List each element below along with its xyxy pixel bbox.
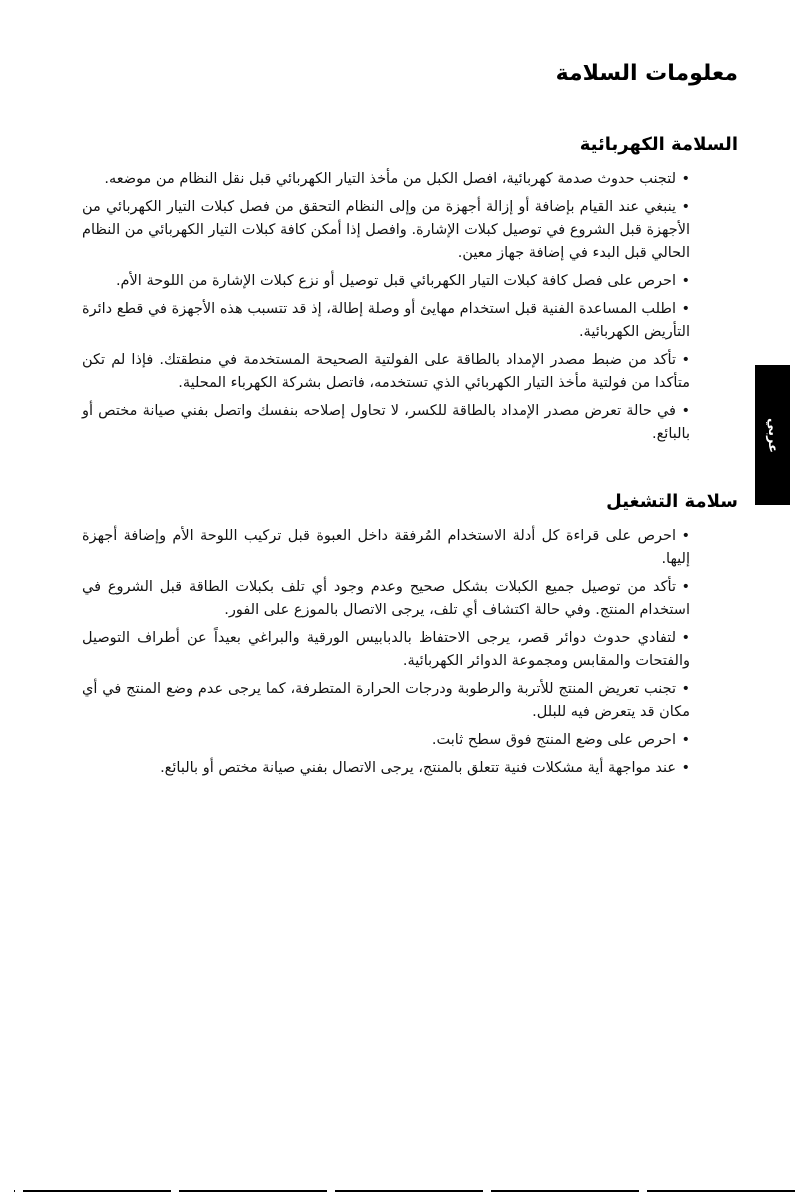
- list-item: • احرص على فصل كافة كبلات التيار الكهربائي قبل توصيل أو نزع كبلات الإشارة من اللوحة الأم.: [82, 270, 690, 293]
- section-heading-electrical-safety: السلامة الكهربائية: [579, 133, 738, 155]
- list-item: • ينبغي عند القيام بإضافة أو إزالة أجهزة من وإلى النظام التحقق من فصل كبلات التيار الكهربائي من الأجهزة قبل الشروع في توصيل كبلات الإشارة. وافصل إذا أمكن كافة كبلات التيار الكهربائي من النظام الحالي قبل البدء في إضافة جهاز معين.: [82, 196, 690, 265]
- list-item: • لتفادي حدوث دوائر قصر، يرجى الاحتفاظ بالدبابيس الورقية والبراغي بعيداً عن أطراف التوصيل والفتحات والمقابس ومجموعة الدوائر الكهربائية.: [82, 627, 690, 673]
- list-item: • لتجنب حدوث صدمة كهربائية، افصل الكبل من مأخذ التيار الكهربائي قبل نقل النظام من موضعه.: [82, 168, 690, 191]
- list-item: • تجنب تعريض المنتج للأتربة والرطوبة ودرجات الحرارة المتطرفة، كما يرجى عدم وضع المنتج في أي مكان قد يتعرض فيه للبلل.: [82, 678, 690, 724]
- section-heading-operational-safety: سلامة التشغيل: [606, 490, 738, 512]
- list-item: • اطلب المساعدة الفنية قبل استخدام مهايئ أو وصلة إطالة، إذ قد تتسبب هذه الأجهزة في قطع دائرة التأريض الكهربائية.: [82, 298, 690, 344]
- list-item: • تأكد من توصيل جميع الكبلات بشكل صحيح وعدم وجود أي تلف بكبلات الطاقة قبل الشروع في استخدام المنتج. وفي حالة اكتشاف أي تلف، يرجى الاتصال بالموزع على الفور.: [82, 576, 690, 622]
- page-title: معلومات السلامة: [555, 61, 738, 86]
- list-item: • عند مواجهة أية مشكلات فنية تتعلق بالمنتج، يرجى الاتصال بفني صيانة مختص أو بالبائع.: [82, 757, 690, 780]
- safety-list-electrical: [57, 168, 738, 446]
- list-item: • احرص على وضع المنتج فوق سطح ثابت.: [82, 729, 690, 752]
- language-tab-label: عربي: [764, 417, 780, 453]
- list-item: • احرص على قراءة كل أدلة الاستخدام المُرفقة داخل العبوة قبل تركيب اللوحة الأم وإضافة أجهزة إليها.: [82, 525, 690, 571]
- list-item: • في حالة تعرض مصدر الإمداد بالطاقة للكسر، لا تحاول إصلاحه بنفسك واتصل بفني صيانة مختص أو بالبائع.: [82, 400, 690, 446]
- list-item: • تأكد من ضبط مصدر الإمداد بالطاقة على الفولتية الصحيحة المستخدمة في منطقتك. فإذا لم تكن متأكدا من فولتية مأخذ التيار الكهربائي الذي تستخدمه، فاتصل بشركة الكهرباء المحلية.: [82, 349, 690, 395]
- bottom-dashed-rule: [14, 1190, 795, 1192]
- safety-list-operational: [57, 525, 738, 780]
- language-tab-arabic: [755, 365, 790, 505]
